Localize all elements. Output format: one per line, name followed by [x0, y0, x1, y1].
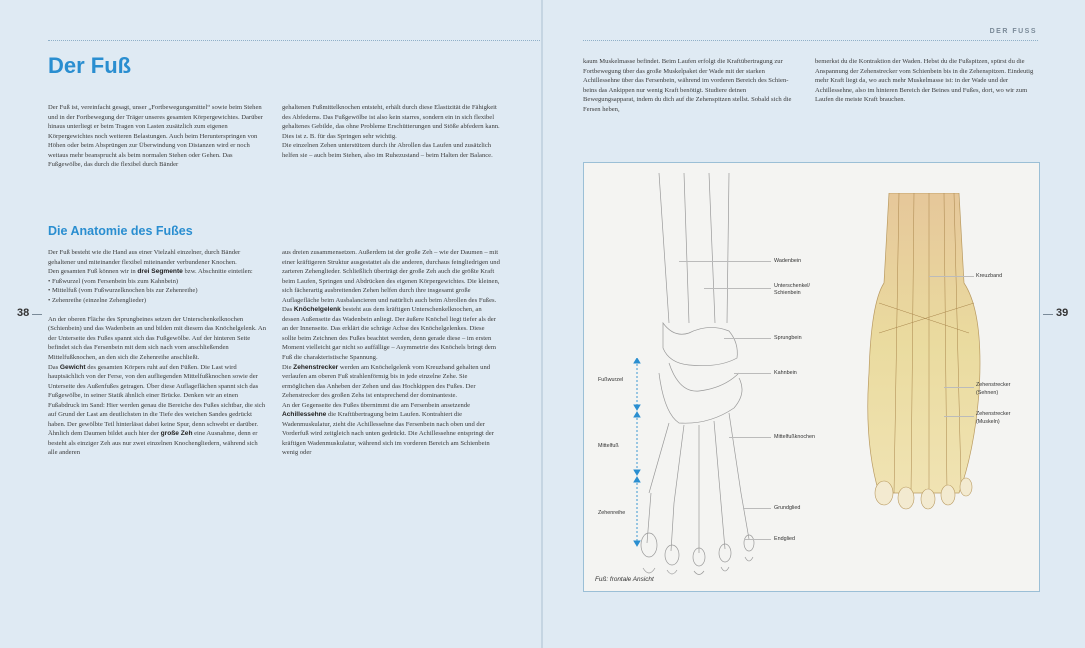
leader-line — [944, 416, 974, 417]
segment-list-item: • Zehenreihe (einzelne Zehenglieder) — [48, 296, 147, 304]
figure-caption: Fuß: frontale Ansicht — [595, 576, 654, 583]
anatomy-paragraph: Die Zehenstrecker werden am Knöchelgelenk vom Kreuzband gehalten und verlaufen am oberen Fuß strahlenförmig bis in jede einzelne Zehe. Sie ermöglichen das Anheben der Zehen und das Hochkippen des Fußes. Der Zehenstrecker des großen Zehs ist entsprechend der dominanteste. — [282, 363, 491, 400]
page-number-tick-left — [32, 314, 42, 315]
label-wadenbein: Wadenbein — [774, 258, 802, 264]
leader-line — [929, 276, 974, 277]
segment-label-zehenreihe: Zehenreihe — [598, 510, 626, 516]
right-column-2 — [815, 57, 1038, 105]
leader-line — [729, 437, 771, 438]
section-heading: Die Anatomie des Fußes — [48, 224, 193, 238]
right-paragraph-2: bemerkst du die Kontraktion der Waden. Hebst du die Fußspitzen, spürst du die Anspannung der Zehenstrecker vom Schienbein bis in die Zehenspitzen. Eindeutig mehr Kraft liegt da, wo auch mehr Muskelmasse ist: in der Wade und der Achillessehne, also im hinteren Bereich der Beines und Fußes, dort, wo wir zum Laufen die meiste Kraft brauchen. — [815, 58, 1034, 104]
top-rule-left — [48, 40, 540, 41]
foot-muscle-drawing — [849, 193, 999, 513]
label-sprungbein: Sprungbein — [774, 335, 802, 341]
leader-line — [704, 288, 771, 289]
intro-column-1 — [48, 103, 266, 170]
page-number-tick-right — [1043, 314, 1053, 315]
anatomy-paragraph: Das Knöchelgelenk besteht aus dem kräftigen Unterschenkelknochen, an dessen Außenseite das Wadenbein anliegt. Der äußere Knöchel liegt tiefer als der an der Innenseite. Das erklärt die schräge Achse des Knöchelgelenkes. Diese sollte beim Zeichnen des Fußes beachtet werden, denn gerade diese – im ersten Moment vielleicht gar nicht so auffällige – Asymmetrie des Knöchels bringt dem Fuß die charakteristische Spannung. — [282, 306, 496, 362]
intro-paragraph-2: gehaltenen Fußmittelknochen entsteht, erhält durch diese Elastizität die Fähigkeit des Abfederns. Das Fußgewölbe ist also kein starres, sondern ein in sich flexibel gehaltenes Gebilde, das ohne Probleme Erschütterungen und Stöße abfedern kann. Dies ist z. B. für das Springen sehr wichtig. — [282, 104, 500, 140]
leader-line — [944, 387, 974, 388]
anatomy-column-2 — [282, 248, 500, 458]
top-rule-right — [583, 40, 1038, 41]
anatomy-column-1 — [48, 248, 266, 458]
anatomy-paragraph: Den gesamten Fuß können wir in drei Segmente bzw. Abschnitte einteilen: — [48, 268, 253, 276]
leader-line — [679, 261, 771, 262]
running-head: DER FUSS — [989, 28, 1037, 35]
segment-list-item: • Mittelfuß (vom Fußwurzelknochen bis zur Zehenreihe) — [48, 287, 198, 295]
leader-line — [724, 338, 771, 339]
leader-line — [744, 508, 771, 509]
page-number-left: 38 — [17, 307, 30, 319]
anatomy-paragraph: Der Fuß besteht wie die Hand aus einer Vielzahl einzelner, durch Bänder gehaltener und miteinander flexibel miteinander verbundener Knochen. — [48, 249, 241, 266]
label-endglied: Endglied — [774, 536, 795, 542]
anatomy-paragraph: aus dreien zusammensetzen. Außerdem ist der große Zeh – wie der Daumen – mit einer kräftigeren Struktur ausgestattet als die anderen, durchaus feingliedrigen und zarteren Zehenglieder. Schließlich überträgt der große Zeh auch die größte Kraft beim Laufen, Springen und Abdrücken des eigenen Körpergewichtes. Die kleinen, sich fächerartig ausbreitenden Zehen helfen durch ihre insgesamt große Auflagefläche beim Ausbalancieren und natürlich auch beim Abrollen des Fußes. — [282, 249, 500, 304]
anatomy-paragraph: Das Gewicht des gesamten Körpers ruht auf den Füßen. Die Last wird hauptsächlich von der Ferse, von den aufliegenden Mittelfußknochen sowie der Unterseite des Außenfußes getragen. Über diese Auflageflächen spannt sich das Fußgewölbe, in seiner Statik ähnlich einer Brücke. Denken wir an einen Fußabdruck im Sand: Hier werden genau die Bereiche des Fußes sichtbar, die sich auf Grund der Last am deutlichsten in die Tiefe des weichen Sandes gedrückt haben. Der gewölbte Teil hinterlässt dabei keine Spur, denn schwebt er darüber. — [48, 363, 266, 428]
anatomy-paragraph: An der Gegenseite des Fußes übernimmt die am Fersenbein ansetzende Achillessehne die Kraftübertragung beim Laufen. Kontrahiert die Wadenmuskulatur, zieht die Achillessehne das Fersenbein nach oben und der Vorderfuß wird zeitgleich nach unten gedrückt. Die Achillessehne entspringt der kräftigen Wadenmuskulatur, während sich im vorderen Bereich am Schienbein wenig oder — [282, 401, 494, 457]
label-mittelfussknochen: Mittelfußknochen — [774, 434, 816, 440]
page-title: Der Fuß — [48, 53, 132, 78]
right-column-1 — [583, 57, 797, 114]
intro-column-2 — [282, 103, 500, 160]
foot-skeleton-drawing — [629, 173, 779, 593]
anatomy-paragraph: An der oberen Fläche des Sprungbeines setzen der Unterschenkelknochen (Schienbein) und das Wadenbein an und bilden mit diesem das Knöchelgelenk. An der Unterseite des Fußes spannt sich das Fußgewölbe. Auf der hinteren Seite befindet sich das Fersenbein mit dem sich nach vorn anschließenden Mittelfußknochen, an den sich die Zehenreihe anschließt. — [48, 315, 266, 361]
segment-arrows — [632, 358, 642, 548]
leader-line — [734, 373, 771, 374]
segment-label-mittelfuss: Mittelfuß — [598, 443, 619, 449]
label-zehenstrecker-sehnen: Zehenstrecker (Sehnen) — [976, 382, 1011, 396]
foot-illustration-figure — [583, 162, 1040, 592]
label-grundglied: Grundglied — [774, 505, 801, 511]
page-number-right: 39 — [1056, 307, 1069, 319]
right-paragraph-1: kaum Muskelmasse befindet. Beim Laufen erfolgt die Kraftübertragung zur Fortbewegung über das große Muskelpaket der Wade mit der starken Achillessehne über das Fersenbein, während im vorderen Bereich des Schienbeins das Ankippen nur wenig Kraft benötigt. Studiere deinen Bewegungsapparat, indem du dich auf die Zehenspitzen stellst. Sobald sich die Fersen heben, — [583, 58, 792, 113]
intro-paragraph-1: Der Fuß ist, vereinfacht gesagt, unser „Fortbewegungsmittel“ sowie beim Stehen und in der Fortbewegung der Träger unseres gesamten Körpergewichtes. Darüber hinaus unterliegt er beim Tragen von Lasten zusätzlich zum eigenen Körpergewichtes noch weiteren Belastungen. Auch beim Herunterspringen von Höhen oder beim Absprüngen zur Überwindung von Distanzen wird er noch weitaus mehr beansprucht als beim normalen Stehen oder Gehen. Das Fußgewölbe, das durch die flexibel durch Bänder — [48, 104, 263, 169]
label-zehenstrecker-muskeln: Zehenstrecker (Muskeln) — [976, 411, 1011, 425]
intro-paragraph-3: Die einzelnen Zehen unterstützen durch ihr Abrollen das Laufen und zusätzlich helfen sie – auch beim Stehen, also im Ruhezustand – beim Halten der Balance. — [282, 142, 493, 159]
label-kreuzband: Kreuzband — [976, 273, 1003, 279]
anatomy-paragraph: Ähnlich dem Daumen bildet auch hier der große Zeh eine Ausnahme, denn er besteht als einziger Zeh aus nur zwei einzelnen Knochengliedern, während sich alle anderen — [48, 430, 258, 457]
label-unterschenkel: Unterschenkel/ Schienbein — [774, 283, 810, 296]
gutter — [541, 0, 543, 648]
segment-label-fusswurzel: Fußwurzel — [598, 377, 624, 383]
leader-line — [744, 539, 771, 540]
segment-list-item: • Fußwurzel (vom Fersenbein bis zum Kahnbein) — [48, 277, 179, 285]
label-kahnbein: Kahnbein — [774, 370, 797, 376]
